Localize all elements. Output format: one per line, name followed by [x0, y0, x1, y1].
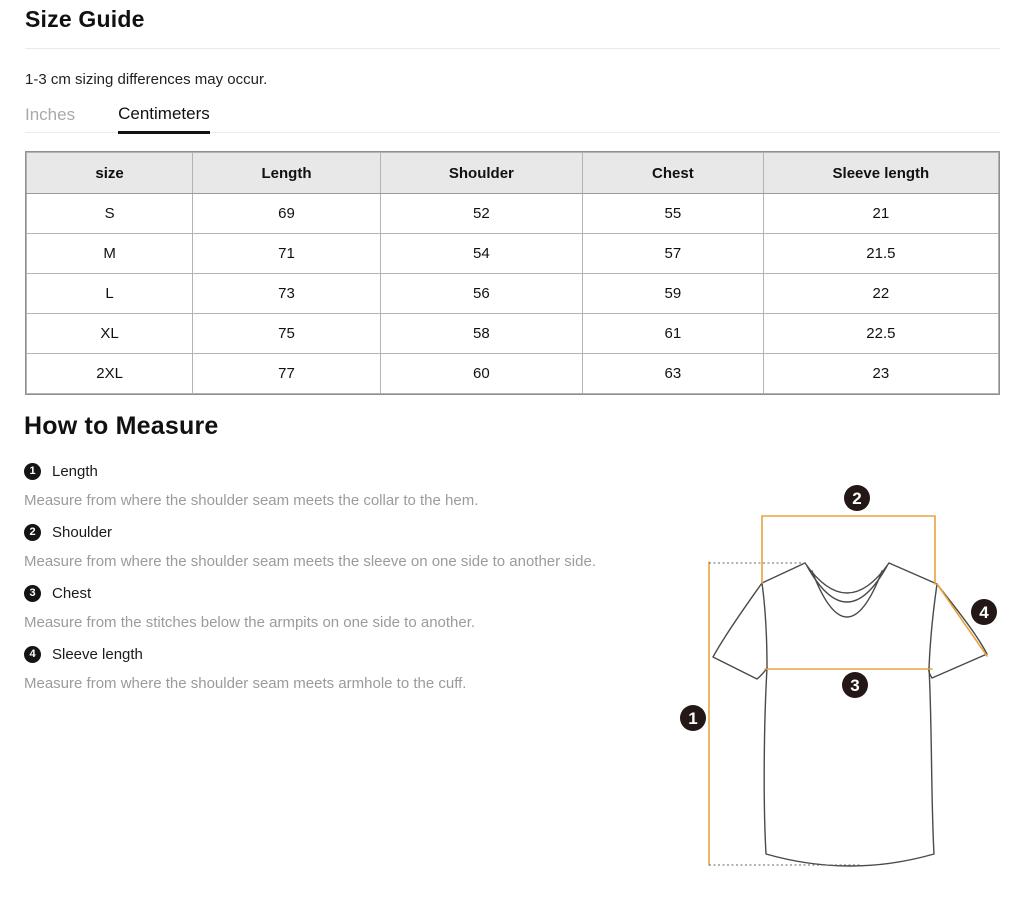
- header-cell-length: Length: [193, 153, 381, 194]
- cell-value: 57: [582, 234, 763, 274]
- cell-value: 55: [582, 194, 763, 234]
- cell-value: 54: [380, 234, 582, 274]
- measure-item-chest: [24, 584, 684, 602]
- table-row-2xl: [27, 354, 999, 394]
- unit-tabs: [25, 105, 1000, 133]
- number-badge-1: 1: [24, 463, 41, 480]
- cell-value: 60: [380, 354, 582, 394]
- measure-item-shoulder: [24, 523, 684, 541]
- measure-item-label: Chest: [52, 584, 92, 602]
- title-divider: [25, 48, 1000, 49]
- cell-value: 22: [763, 274, 998, 314]
- size-table-container: [25, 151, 1000, 395]
- cell-value: 61: [582, 314, 763, 354]
- marker-1-number: 1: [688, 709, 698, 728]
- marker-3-number: 3: [850, 676, 860, 695]
- cell-value: 56: [380, 274, 582, 314]
- tab-centimeters[interactable]: Centimeters: [118, 105, 210, 134]
- measure-item-description: Measure from where the shoulder seam meets the sleeve on one side to another side.: [24, 553, 596, 570]
- cell-value: 52: [380, 194, 582, 234]
- cell-value: 63: [582, 354, 763, 394]
- measure-list: [24, 462, 684, 693]
- cell-size: 2XL: [27, 354, 193, 394]
- measure-item-sleeve-length: [24, 645, 684, 663]
- table-row-l: [27, 274, 999, 314]
- number-badge-4: 4: [24, 646, 41, 663]
- number-badge-2: 2: [24, 524, 41, 541]
- measure-item-length: [24, 462, 684, 480]
- cell-size: XL: [27, 314, 193, 354]
- header-cell-chest: Chest: [582, 153, 763, 194]
- cell-value: 77: [193, 354, 381, 394]
- cell-value: 21.5: [763, 234, 998, 274]
- cell-value: 75: [193, 314, 381, 354]
- measure-item-label: Shoulder: [52, 523, 113, 541]
- cell-value: 59: [582, 274, 763, 314]
- size-table: [26, 152, 999, 394]
- table-row-m: [27, 234, 999, 274]
- cell-value: 71: [193, 234, 381, 274]
- measure-line-shoulder: [762, 516, 935, 584]
- cell-value: 73: [193, 274, 381, 314]
- table-row-xl: [27, 314, 999, 354]
- number-badge-3: 3: [24, 585, 41, 602]
- size-table-header-row: [27, 153, 999, 194]
- measure-item-description: Measure from where the shoulder seam meets the collar to the hem.: [24, 492, 479, 509]
- header-cell-shoulder: Shoulder: [380, 153, 582, 194]
- cell-value: 58: [380, 314, 582, 354]
- diagram-markers: [680, 485, 997, 731]
- measure-item-label: Length: [52, 462, 98, 480]
- cell-value: 23: [763, 354, 998, 394]
- cell-size: M: [27, 234, 193, 274]
- tshirt-measurement-diagram: [660, 466, 1024, 910]
- measure-item-description: Measure from where the shoulder seam meets armhole to the cuff.: [24, 675, 467, 692]
- sizing-note: 1-3 cm sizing differences may occur.: [25, 71, 268, 88]
- cell-value: 21: [763, 194, 998, 234]
- header-cell-sleeve-length: Sleeve length: [763, 153, 998, 194]
- table-row-s: [27, 194, 999, 234]
- how-to-measure-heading: How to Measure: [24, 412, 219, 440]
- cell-size: S: [27, 194, 193, 234]
- measure-item-label: Sleeve length: [52, 645, 143, 663]
- cell-size: L: [27, 274, 193, 314]
- cell-value: 22.5: [763, 314, 998, 354]
- tshirt-outline: [713, 563, 987, 866]
- page-title: Size Guide: [25, 6, 145, 32]
- measure-item-description: Measure from the stitches below the armpits on one side to another.: [24, 614, 476, 631]
- marker-4-number: 4: [979, 603, 989, 622]
- marker-2-number: 2: [852, 489, 862, 508]
- header-cell-size: size: [27, 153, 193, 194]
- cell-value: 69: [193, 194, 381, 234]
- tab-inches[interactable]: Inches: [25, 105, 76, 124]
